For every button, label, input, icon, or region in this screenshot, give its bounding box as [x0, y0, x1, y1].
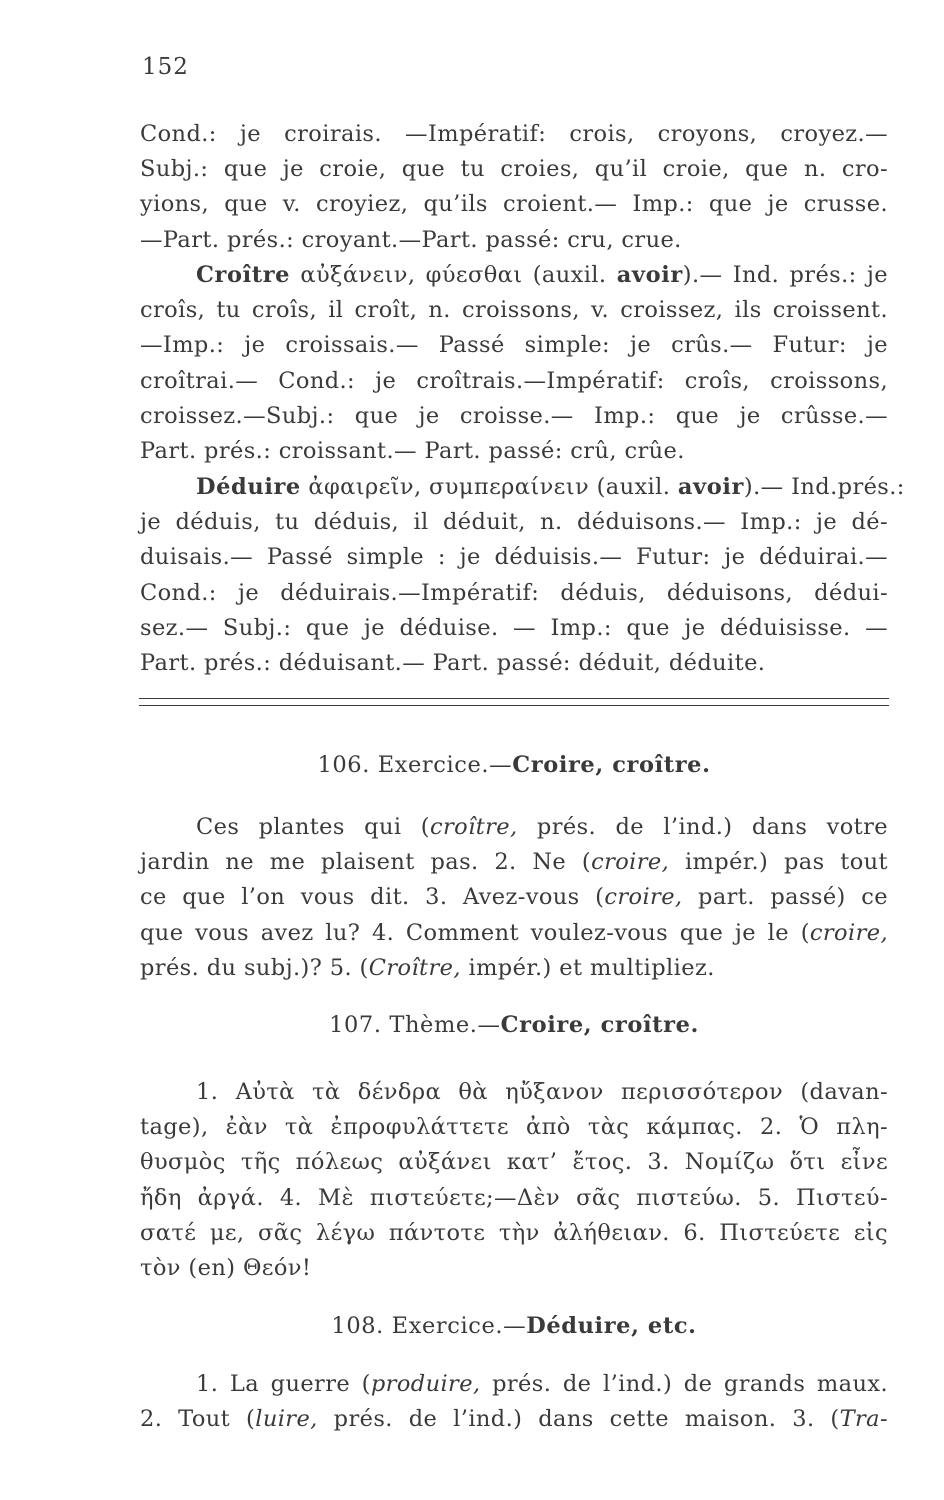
italic-verb: produire,: [370, 1371, 481, 1397]
exercise-label: Exercice.—: [383, 1313, 527, 1339]
text-segment: ce que l’on vous dit. 3. Avez-vous (: [140, 884, 605, 911]
text-segment: prés. de l’ind.) dans votre: [517, 814, 888, 840]
italic-verb: croire,: [591, 849, 670, 876]
text-segment: jardin ne me plaisent pas. 2. Ne (: [140, 849, 592, 876]
text-segment: prés. de l’ind.) de grands maux.: [480, 1371, 888, 1397]
text-segment: ).— Ind. prés.: je: [682, 262, 888, 288]
text-line: je déduis, tu déduis, il déduit, n. déduisons.— Imp.: je dé-: [140, 509, 888, 536]
section-divider: [139, 705, 889, 706]
text-segment: ).— Ind.prés.:: [743, 474, 905, 500]
exercise-topic: Croire, croître.: [500, 1012, 699, 1038]
text-line: —Imp.: je croissais.— Passé simple: je crûs.— Futur: je: [140, 332, 888, 359]
text-line: tage), ἐὰν τὰ ἐπροφυλάττετε ἀπὸ τὰς κάμπας. 2. Ὁ πλη-: [140, 1114, 888, 1141]
exercise-topic: Déduire, etc.: [526, 1313, 697, 1339]
text-segment: que vous avez lu? 4. Comment voulez-vous que je le (: [140, 919, 810, 946]
text-segment: Ces plantes qui (: [196, 814, 430, 840]
exercise-108-heading: [140, 1313, 888, 1339]
text-segment: 2. Tout (: [140, 1406, 256, 1433]
text-line: [140, 470, 905, 505]
italic-verb: luire,: [255, 1406, 318, 1433]
text-line: [140, 845, 888, 880]
section-divider: [139, 698, 889, 699]
text-line: croîtrai.— Cond.: je croîtrais.—Impératif: croîs, croissons,: [140, 367, 888, 394]
text-line: duisais.— Passé simple : je déduisis.— Futur: je déduirai.—: [140, 544, 888, 571]
text-line: croissez.—Subj.: que je croisse.— Imp.: que je crûsse.—: [140, 402, 888, 429]
text-line: ἤδη ἀργά. 4. Μὲ πιστεύετε;—Δὲν σᾶς πιστεύω. 5. Πιστεύ-: [140, 1184, 888, 1211]
verb-headword: Déduire: [196, 474, 301, 500]
text-segment: impér.) et multipliez.: [460, 954, 715, 981]
text-line: Cond.: je croirais. —Impératif: crois, croyons, croyez.—: [140, 121, 888, 147]
deduire-conjugation: [140, 470, 905, 681]
text-line: Cond.: je déduirais.—Impératif: déduis, déduisons, dédui-: [140, 579, 888, 606]
italic-verb: Tra-: [839, 1406, 888, 1433]
text-segment: prés. du subj.)? 5. (: [140, 954, 369, 981]
text-line: Subj.: que je croie, que tu croies, qu’il croie, que n. cro-: [140, 156, 888, 183]
text-segment: impér.) pas tout: [669, 849, 888, 876]
text-line: Part. prés.: déduisant.— Part. passé: déduit, déduite.: [140, 650, 766, 677]
italic-verb: croire,: [809, 919, 888, 946]
text-line: 1. Αὐτὰ τὰ δένδρα θὰ ηὔξανον περισσότερον (davan-: [196, 1079, 888, 1105]
text-line: croîs, tu croîs, il croît, n. croissons, v. croissez, ils croissent.: [140, 297, 888, 324]
text-segment: prés. de l’ind.) dans cette maison. 3. (: [317, 1406, 840, 1433]
text-line: [140, 951, 888, 986]
text-line: [140, 916, 888, 951]
theme-107-heading: [140, 1012, 888, 1038]
text-segment: part. passé) ce: [682, 884, 888, 911]
italic-verb: croître,: [430, 814, 518, 840]
italic-verb: croire,: [604, 884, 683, 911]
theme-107-text: [140, 1075, 888, 1286]
text-segment: 1. La guerre (: [196, 1371, 371, 1397]
auxiliary-word: avoir: [677, 474, 744, 500]
text-line: [140, 810, 888, 845]
exercise-label: Thème.—: [381, 1012, 501, 1038]
text-line: [140, 1367, 888, 1402]
text-line: [140, 880, 888, 915]
croire-conjugation: [140, 117, 888, 258]
exercise-number: 106.: [317, 752, 370, 778]
text-line: [140, 1402, 888, 1437]
text-line: —Part. prés.: croyant.—Part. passé: cru, crue.: [140, 226, 682, 253]
croitre-conjugation: [140, 258, 888, 469]
italic-verb: Croître,: [368, 954, 461, 981]
auxiliary-word: avoir: [616, 262, 683, 288]
exercise-topic: Croire, croître.: [512, 752, 711, 778]
text-line: sez.— Subj.: que je déduise. — Imp.: que je déduisisse. —: [140, 614, 888, 641]
exercise-106-heading: [140, 752, 888, 778]
text-segment: ἀφαιρεῖν, συμπεραίνειν (auxil.: [300, 474, 678, 500]
text-line: [140, 258, 888, 293]
text-line: θυσμὸς τῆς πόλεως αὐξάνει κατ’ ἔτος. 3. Νομίζω ὅτι εἶνε: [140, 1149, 888, 1176]
exercise-number: 107.: [329, 1012, 382, 1038]
exercise-108-text: [140, 1367, 888, 1437]
verb-headword: Croître: [196, 262, 291, 288]
page-number: 152: [142, 54, 189, 80]
text-line: τὸν (en) Θεόν!: [140, 1255, 312, 1282]
text-segment: αὐξάνειν, φύεσθαι (auxil.: [290, 262, 617, 288]
exercise-106-text: [140, 810, 888, 986]
text-line: σατέ με, σᾶς λέγω πάντοτε τὴν ἀλήθειαν. 6. Πιστεύετε εἰς: [140, 1219, 888, 1246]
exercise-number: 108.: [331, 1313, 384, 1339]
exercise-label: Exercice.—: [369, 752, 513, 778]
text-line: Part. prés.: croissant.— Part. passé: crû, crûe.: [140, 438, 685, 465]
text-line: yions, que v. croyiez, qu’ils croient.— Imp.: que je crusse.: [140, 191, 888, 218]
